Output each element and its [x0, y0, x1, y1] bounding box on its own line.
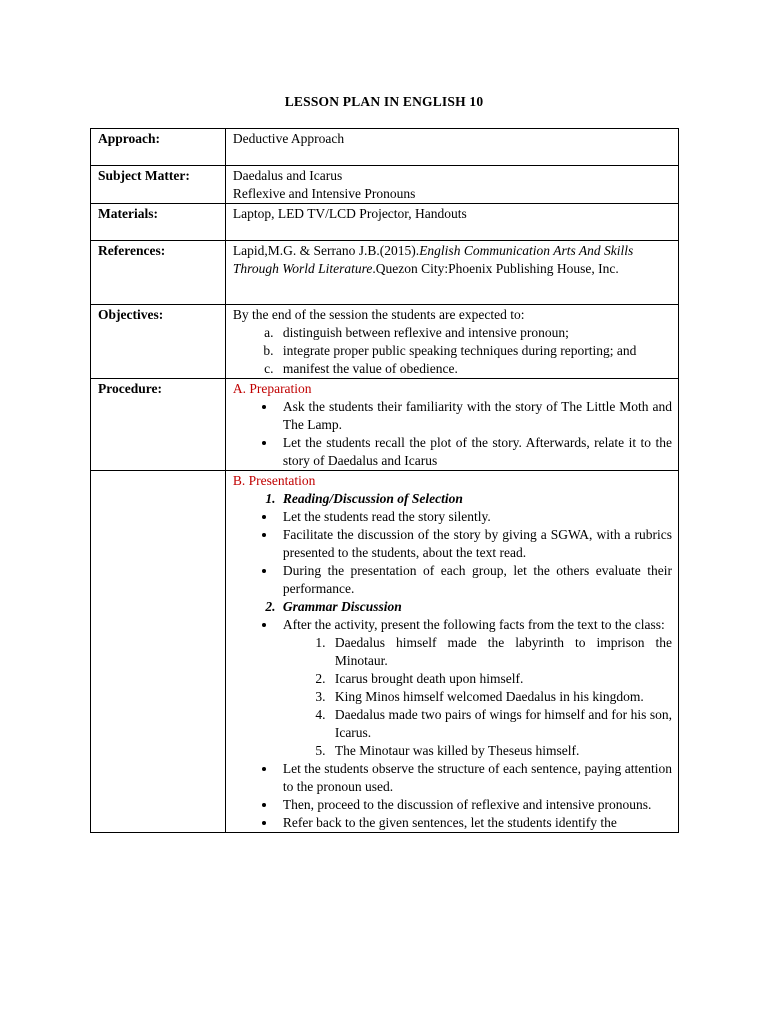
row-subject-matter — [91, 166, 679, 204]
subject-line-1: Daedalus and Icarus — [232, 168, 343, 183]
grammar-item: • Let the students observe the structure of each sentence, paying attention to the pronoun used. — [277, 760, 672, 796]
presentation-label-cell — [91, 471, 226, 833]
example-sentence: 5. The Minotaur was killed by Theseus himself. — [329, 742, 672, 760]
row-approach — [91, 129, 679, 166]
row-references — [91, 241, 679, 305]
references-label: References: — [91, 241, 226, 305]
grammar-discussion-title: 2. Grammar Discussion — [279, 598, 672, 616]
preparation-item: • Ask the students their familiarity with the story of The Little Moth and The Lamp. — [277, 398, 672, 434]
procedure-label: Procedure: — [91, 379, 226, 471]
reading-discussion-title: 1. Reading/Discussion of Selection — [279, 490, 672, 508]
reference-authors: Lapid,M.G. & Serrano J.B.(2015). — [232, 243, 420, 258]
objective-item: c. manifest the value of obedience. — [277, 360, 672, 378]
preparation-item: • Let the students recall the plot of the story. Afterwards, relate it to the story of Daedalus and Icarus — [277, 434, 672, 470]
grammar-item — [277, 616, 672, 760]
row-procedure — [91, 379, 679, 471]
row-objectives — [91, 305, 679, 379]
grammar-item: • Then, proceed to the discussion of reflexive and intensive pronouns. — [277, 796, 672, 814]
grammar-item: • Refer back to the given sentences, let the students identify the — [277, 814, 672, 832]
example-sentence: 3. King Minos himself welcomed Daedalus in his kingdom. — [329, 688, 672, 706]
objective-item: a. distinguish between reflexive and intensive pronoun; — [277, 324, 672, 342]
presentation-heading: B. Presentation — [232, 473, 316, 488]
reading-item: • Let the students read the story silently. — [277, 508, 672, 526]
grammar-discussion-heading — [233, 598, 672, 616]
example-sentence: 1. Daedalus himself made the labyrinth to imprison the Minotaur. — [329, 634, 672, 670]
preparation-list — [233, 398, 672, 470]
preparation-heading: A. Preparation — [232, 381, 312, 396]
objectives-intro: By the end of the session the students are expected to: — [232, 307, 525, 322]
grammar-discussion-list — [233, 616, 672, 832]
references-value — [225, 241, 678, 305]
grammar-activity-text: After the activity, present the following facts from the text to the class: — [282, 617, 665, 632]
objective-item: b. integrate proper public speaking techniques during reporting; and — [277, 342, 672, 360]
page-title: LESSON PLAN IN ENGLISH 10 — [284, 94, 484, 109]
lesson-plan-table — [90, 128, 679, 833]
reading-discussion-list — [233, 508, 672, 598]
procedure-preparation — [225, 379, 678, 471]
subject-matter-value — [225, 166, 678, 204]
reading-item: • Facilitate the discussion of the story by giving a SGWA, with a rubrics presented to the students, about the text read. — [277, 526, 672, 562]
example-sentence: 2. Icarus brought death upon himself. — [329, 670, 672, 688]
reference-publisher: .Quezon City:Phoenix Publishing House, Inc. — [372, 261, 619, 276]
approach-value: Deductive Approach — [225, 129, 678, 166]
approach-label: Approach: — [91, 129, 226, 166]
objectives-list — [233, 324, 672, 378]
reading-discussion-heading — [233, 490, 672, 508]
objectives-value — [225, 305, 678, 379]
procedure-presentation — [225, 471, 678, 833]
materials-label: Materials: — [91, 204, 226, 241]
objectives-label: Objectives: — [91, 305, 226, 379]
reading-item: • During the presentation of each group, let the others evaluate their performance. — [277, 562, 672, 598]
materials-value: Laptop, LED TV/LCD Projector, Handouts — [225, 204, 678, 241]
subject-line-2: Reflexive and Intensive Pronouns — [232, 186, 416, 201]
row-materials — [91, 204, 679, 241]
reference-book-title: English Communication Arts And Skills Through World Literature — [232, 243, 634, 276]
example-sentence: 4. Daedalus made two pairs of wings for himself and for his son, Icarus. — [329, 706, 672, 742]
subject-matter-label: Subject Matter: — [91, 166, 226, 204]
row-presentation — [91, 471, 679, 833]
example-sentences-list — [283, 634, 672, 760]
